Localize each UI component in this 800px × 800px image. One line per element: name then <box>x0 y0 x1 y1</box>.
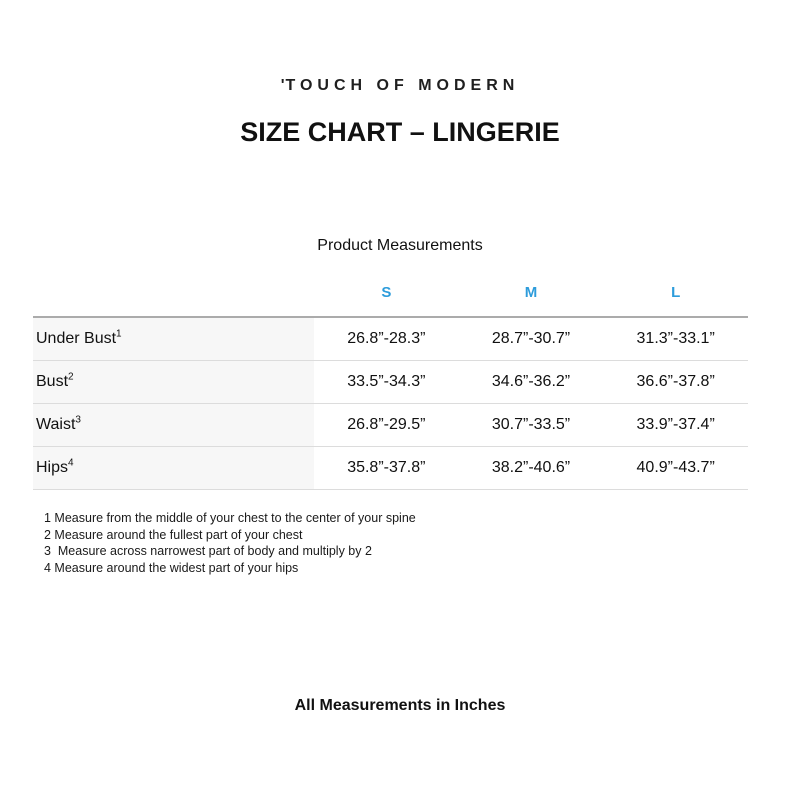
column-header-l: L <box>671 284 681 301</box>
cell-l: 33.9”-37.4” <box>603 404 748 447</box>
units-note: All Measurements in Inches <box>294 697 506 714</box>
cell-l: 40.9”-43.7” <box>603 447 748 490</box>
table-row <box>33 361 748 404</box>
cell-l: 36.6”-37.8” <box>603 361 748 404</box>
footnote-ref: 1 <box>116 328 122 340</box>
logo-tick-mark: ' <box>280 77 286 94</box>
row-label <box>33 404 314 447</box>
footnote-line: 2 Measure around the fullest part of your chest <box>44 527 303 542</box>
table-row <box>33 317 748 361</box>
row-label-text: Bust <box>36 373 69 390</box>
row-label <box>33 447 314 490</box>
row-label <box>33 361 314 404</box>
header-row <box>33 256 748 317</box>
footnote-ref: 3 <box>75 414 81 426</box>
cell-m: 38.2”-40.6” <box>459 447 604 490</box>
brand-logo <box>0 0 800 96</box>
footnote-ref: 4 <box>68 457 74 469</box>
column-header-s: S <box>381 284 392 301</box>
cell-s: 26.8”-29.5” <box>314 404 459 447</box>
header-cell-empty <box>33 256 314 317</box>
page-title: SIZE CHART – LINGERIE <box>240 117 560 147</box>
footnotes <box>44 510 800 576</box>
row-label-text: Under Bust <box>36 330 117 347</box>
brand-logo-text: TOUCH OF MODERN <box>285 77 520 94</box>
row-label-text: Waist <box>36 416 76 433</box>
cell-s: 35.8”-37.8” <box>314 447 459 490</box>
cell-l: 31.3”-33.1” <box>603 317 748 361</box>
column-header-m: M <box>524 284 538 301</box>
footnote-line: 1 Measure from the middle of your chest to the center of your spine <box>44 511 416 525</box>
row-label-text: Hips <box>36 459 69 476</box>
table-row <box>33 447 748 490</box>
footnote-ref: 2 <box>68 371 74 383</box>
cell-m: 28.7”-30.7” <box>459 317 604 361</box>
row-label <box>33 317 314 361</box>
cell-s: 33.5”-34.3” <box>314 361 459 404</box>
cell-s: 26.8”-28.3” <box>314 317 459 361</box>
footnote-line: 3 Measure across narrowest part of body and multiply by 2 <box>44 544 372 558</box>
cell-m: 30.7”-33.5” <box>459 404 604 447</box>
table-header <box>33 256 748 317</box>
table-row <box>33 404 748 447</box>
size-chart-table <box>33 256 748 490</box>
footnote-line: 4 Measure around the widest part of your hips <box>44 560 299 575</box>
cell-m: 34.6”-36.2” <box>459 361 604 404</box>
table-caption: Product Measurements <box>317 237 483 254</box>
